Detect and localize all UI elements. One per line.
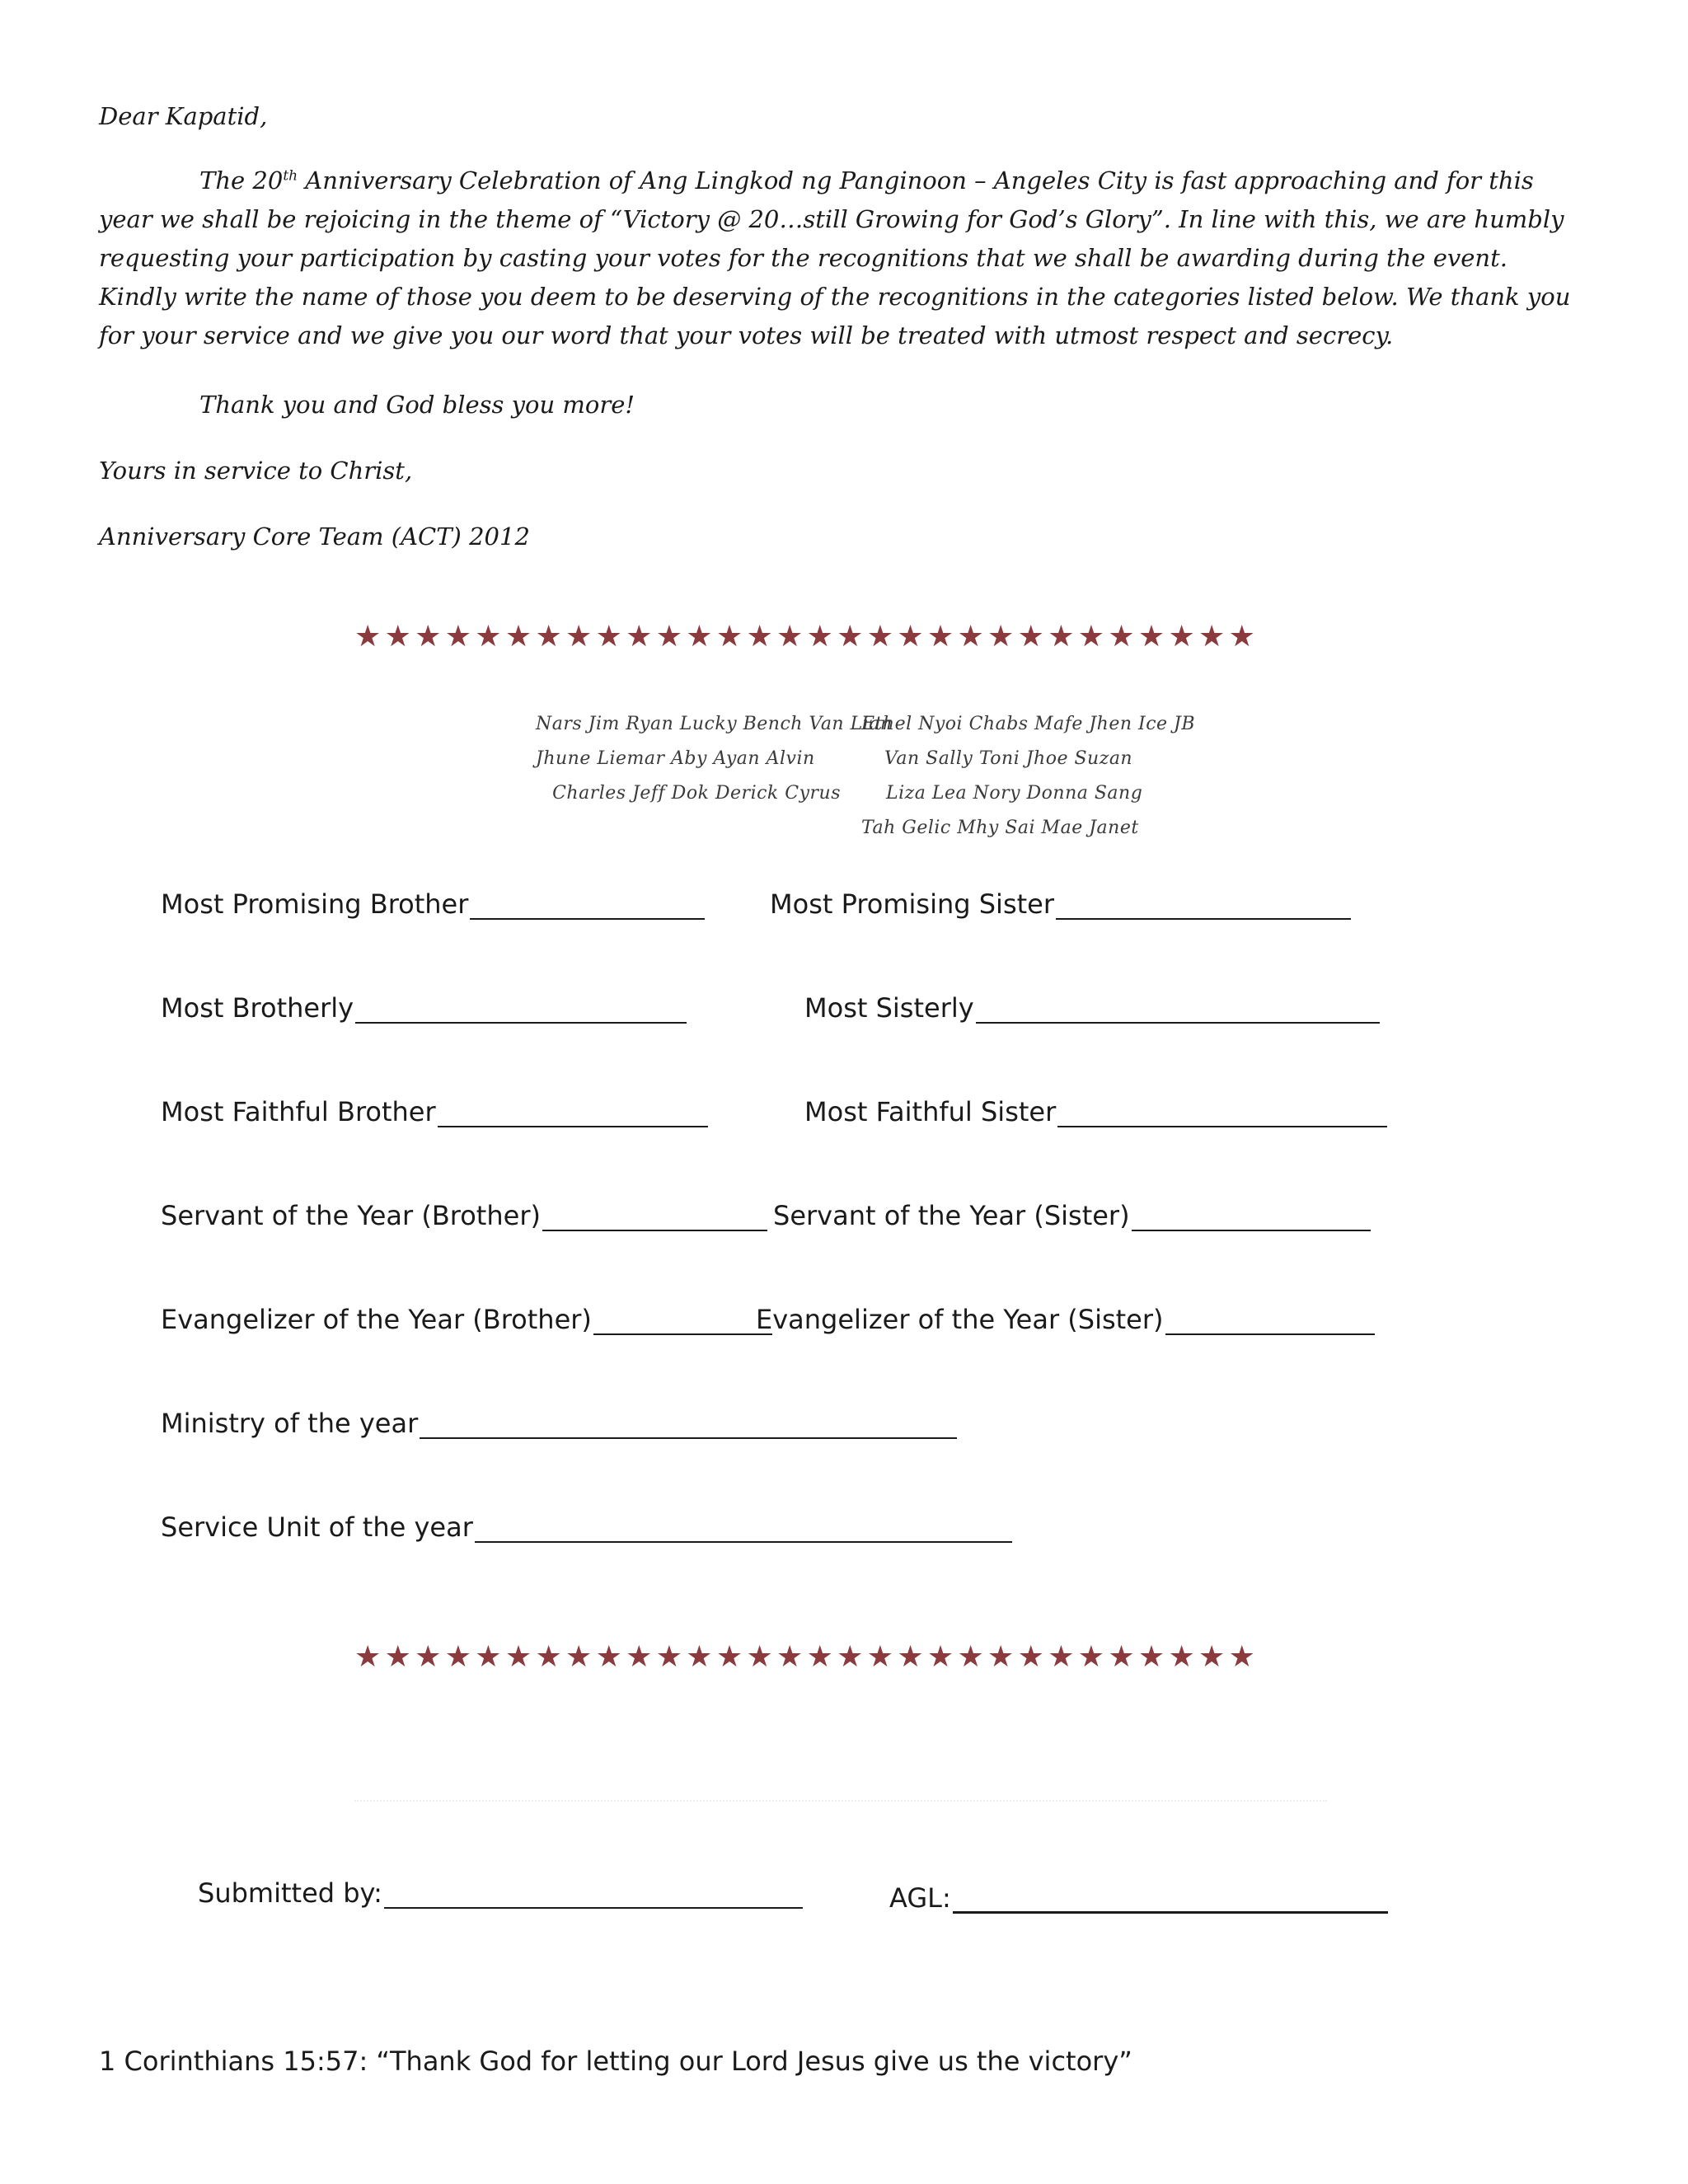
most-sisterly-field [804,987,1380,1024]
names-column-left [536,707,893,811]
closing-line: Yours in service to Christ, [99,457,413,485]
servant-sister-blank[interactable] [1132,1202,1371,1231]
submitted-by-blank[interactable] [384,1879,803,1909]
field-label: Evangelizer of the Year (Brother) [161,1304,592,1335]
names-line: Ethel Nyoi Chabs Mafe Jhen Ice JB [861,714,1196,734]
most-brotherly-blank[interactable] [355,994,687,1024]
most-faithful-brother-field [161,1091,708,1127]
field-label: Servant of the Year (Brother) [161,1200,541,1231]
names-line: Charles Jeff Dok Derick Cyrus [552,783,841,804]
most-brotherly-field [161,987,687,1024]
submitted-by-field [198,1872,803,1909]
servant-sister-field [773,1195,1371,1231]
salutation: Dear Kapatid, [99,102,268,130]
most-promising-brother-field [161,883,705,920]
star-divider-top: ★★★★★★★★★★★★★★★★★★★★★★★★★★★★★★ [354,620,1259,654]
agl-blank[interactable] [953,1883,1388,1914]
names-line: Jhune Liemar Aby Ayan Alvin [536,748,815,769]
most-promising-sister-field [770,883,1351,920]
body-start: The 20 [199,166,284,194]
field-label: Submitted by: [198,1877,382,1909]
names-line: Tah Gelic Mhy Sai Mae Janet [861,818,1139,838]
names-line: Liza Lea Nory Donna Sang [886,783,1143,804]
service-unit-field [161,1507,1012,1543]
ministry-blank[interactable] [420,1409,957,1439]
thanks-text: Thank you and God bless you more! [199,391,635,419]
field-label: AGL: [889,1882,951,1914]
most-sisterly-blank[interactable] [976,994,1380,1024]
evangelizer-brother-blank[interactable] [593,1305,772,1335]
field-label: Ministry of the year [161,1408,419,1439]
servant-brother-field [161,1195,767,1231]
bible-verse: 1 Corinthians 15:57: “Thank God for letting our Lord Jesus give us the victory” [99,2046,1132,2077]
evangelizer-sister-blank[interactable] [1165,1305,1375,1335]
ministry-field [161,1403,957,1439]
field-label: Most Promising Sister [770,888,1054,920]
names-line: Nars Jim Ryan Lucky Bench Van Lian [536,714,893,734]
field-label: Most Faithful Brother [161,1096,436,1127]
star-divider-bottom: ★★★★★★★★★★★★★★★★★★★★★★★★★★★★★★ [354,1640,1259,1674]
signoff-line: Anniversary Core Team (ACT) 2012 [99,523,530,551]
field-label: Most Sisterly [804,992,974,1024]
ordinal-suffix: th [283,167,298,185]
field-label: Servant of the Year (Sister) [773,1200,1130,1231]
names-column-right [861,707,1196,846]
body-rest: Anniversary Celebration of Ang Lingkod ng Panginoon – Angeles City is fast approaching and for this year we shall be rejoicing in the theme of “Victory @ 20…still Growing for God’s Glory”. In line with this, we are humbly requesting your participation by casting your votes for the recognitions that we shall be awarding during the event. Kindly write the name of those you deem to be deserving of the recognitions in the categories listed below. We thank you for your service and we give you our word that your votes will be treated with utmost respect and secrecy. [99,166,1571,349]
most-promising-sister-blank[interactable] [1056,890,1351,920]
thanks-line [99,386,1582,424]
servant-brother-blank[interactable] [542,1202,767,1231]
most-promising-brother-blank[interactable] [470,890,705,920]
most-faithful-sister-field [804,1091,1387,1127]
field-label: Most Faithful Sister [804,1096,1057,1127]
field-label: Service Unit of the year [161,1511,473,1543]
evangelizer-brother-field [161,1299,772,1335]
field-label: Most Promising Brother [161,888,469,920]
most-faithful-brother-blank[interactable] [438,1098,708,1127]
evangelizer-sister-field [756,1299,1375,1335]
names-line: Van Sally Toni Jhoe Suzan [884,748,1133,769]
faint-dotted-rule [354,1800,1327,1807]
field-label: Most Brotherly [161,992,354,1024]
most-faithful-sister-blank[interactable] [1057,1098,1387,1127]
letter-body [99,162,1587,355]
service-unit-blank[interactable] [475,1513,1012,1543]
agl-field [889,1877,1388,1914]
field-label: Evangelizer of the Year (Sister) [756,1304,1164,1335]
